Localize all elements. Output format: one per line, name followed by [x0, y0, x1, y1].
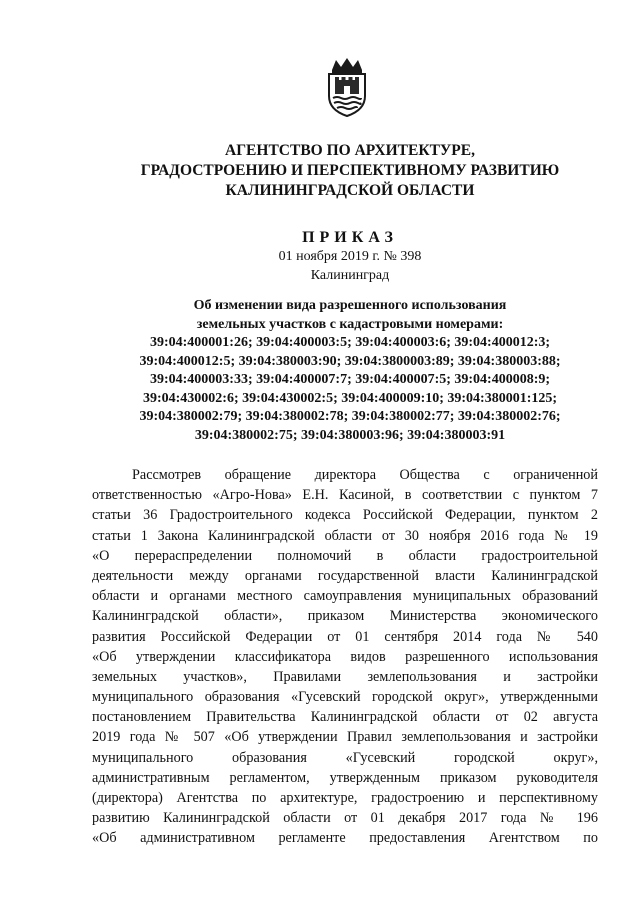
body-line: «Об административном регламенте предоставления Агентством по: [92, 830, 598, 847]
body-line: области и органами местного самоуправления муниципальных образований: [92, 588, 598, 605]
body-line: статьи 1 Закона Калининградской области от 30 ноября 2016 года № 19: [92, 527, 598, 544]
agency-line: ГРАДОСТРОЕНИЮ И ПЕРСПЕКТИВНОМУ РАЗВИТИЮ: [140, 162, 560, 179]
subject-line: Об изменении вида разрешенного использования: [193, 298, 507, 313]
order-city: Калининград: [310, 268, 390, 283]
subject-line: земельных участков с кадастровыми номерами:: [196, 316, 504, 332]
agency-header: [60, 141, 640, 201]
body-line: Калининградской области», приказом Министерства экономического: [92, 608, 598, 625]
cadastral-numbers-line: 39:04:430002:6; 39:04:430002:5; 39:04:400009:10; 39:04:380001:125;: [142, 390, 558, 406]
kaliningrad-coat-of-arms-icon: [322, 56, 372, 118]
agency-line: КАЛИНИНГРАДСКОЙ ОБЛАСТИ: [225, 182, 475, 199]
body-line: муниципального образования «Гусевский городской округ», утвержденными: [92, 689, 598, 706]
body-line: ответственностью «Агро-Нова» Е.Н. Касиной, в соответствии с пунктом 7: [92, 487, 598, 504]
body-line: развития Российской Федерации от 01 сентября 2014 года № 540: [92, 628, 598, 645]
body-paragraph: [92, 465, 598, 849]
body-line: муниципального образования «Гусевский городской округ»,: [92, 749, 598, 766]
order-subject: [100, 297, 600, 445]
body-line: «О перераспределении полномочий в области градостроительной: [92, 547, 598, 564]
cadastral-numbers-line: 39:04:380002:75; 39:04:380003:96; 39:04:380003:91: [194, 427, 506, 443]
cadastral-numbers-line: 39:04:400003:33; 39:04:400007:7; 39:04:400007:5; 39:04:400008:9;: [149, 372, 551, 387]
body-line: (директора) Агентства по архитектуре, градостроению и перспективному: [92, 790, 598, 806]
cadastral-numbers-line: 39:04:400012:5; 39:04:380003:90; 39:04:3800003:89; 39:04:380003:88;: [139, 353, 561, 369]
body-line: деятельности между органами государственной власти Калининградской: [92, 567, 598, 584]
body-line: Рассмотрев обращение директора Общества с ограниченной: [132, 467, 598, 483]
body-line: статьи 36 Градостроительного кодекса Российской Федерации, пунктом 2: [92, 507, 598, 524]
cadastral-numbers-line: 39:04:380002:79; 39:04:380002:78; 39:04:380002:77; 39:04:380002:76;: [139, 409, 561, 424]
body-line: административным регламентом, утвержденным приказом руководителя: [92, 769, 598, 786]
body-line: «Об утверждении классификатора видов разрешенного использования: [92, 648, 598, 665]
body-line: развитию Калининградской области от 01 декабря 2017 года № 196: [92, 810, 598, 827]
cadastral-numbers-line: 39:04:400001:26; 39:04:400003:5; 39:04:400003:6; 39:04:400012:3;: [149, 335, 551, 350]
order-title: ПРИКАЗ: [302, 229, 398, 246]
body-line: постановлением Правительства Калининградской области от 02 августа: [92, 709, 598, 726]
body-line: 2019 года № 507 «Об утверждении Правил землепользования и застройки: [92, 729, 598, 746]
agency-line: АГЕНТСТВО ПО АРХИТЕКТУРЕ,: [225, 142, 475, 159]
body-line: земельных участков», Правилами землепользования и застройки: [92, 668, 598, 685]
order-date-number: 01 ноября 2019 г. № 398: [278, 249, 422, 264]
